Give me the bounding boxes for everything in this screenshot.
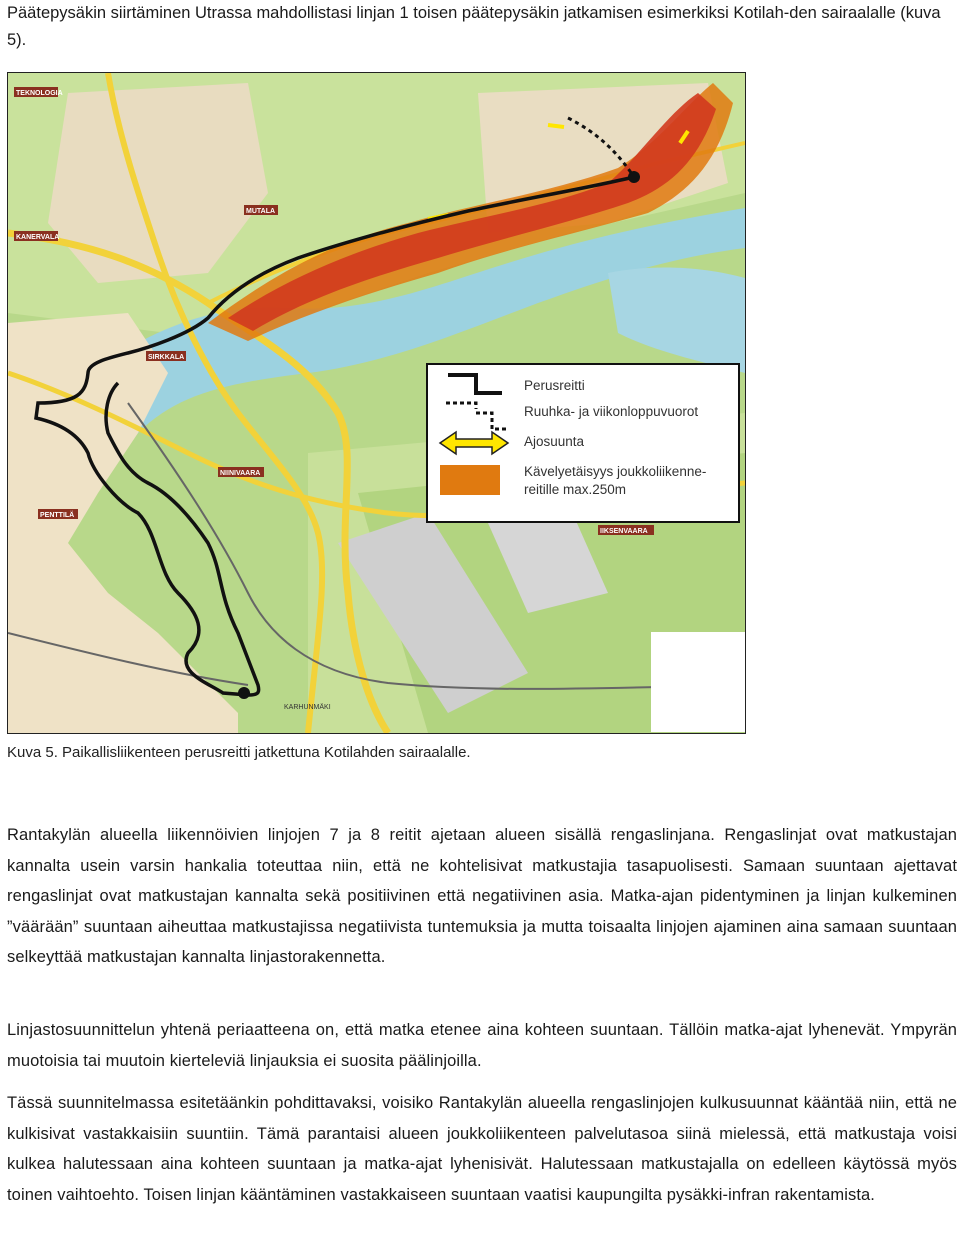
legend-symbols <box>436 369 516 499</box>
paragraph-1: Rantakylän alueella liikennöivien linjojen 7 ja 8 reitit ajetaan alueen sisällä rengaslinjana. Rengaslinjat ovat matkustajan kannalta usein varsin hankalia toteuttaa niin, että ne kohtelisivat matkustajia tasapuolisesti. Samaan suuntaan ajettavat rengaslinjat ovat matkustajan kannalta sekä positiivinen että negatiivinen asia. Matka-ajan pidentyminen ja linjan kulkeminen ”väärään” suuntaan aiheuttaa matkustajissa negatiivista tuntemuksia ja mutta toisaalta linjojen ajaminen aina samaan suuntaan selkeyttää matkustajan kannalta linjastorakennetta. <box>7 826 957 966</box>
place-label: TEKNOLOGIA <box>16 90 63 97</box>
legend-rush-route: Ruuhka- ja viikonloppuvuorot <box>524 404 699 419</box>
legend-direction: Ajosuunta <box>524 434 585 449</box>
place-label: KARHUNMÄKI <box>284 704 331 711</box>
paragraph-2: Linjastosuunnittelun yhtenä periaatteena on, että matka etenee aina kohteen suuntaan. Tällöin matka-ajat lyhenevät. Ympyrän muotoisia tai muutoin kierteleviä linjauksia ei suosita päälinjoilla. <box>7 1021 957 1070</box>
place-label: MUTALA <box>246 208 276 215</box>
route-startpoint <box>238 687 250 699</box>
rush-route-icon <box>446 403 508 429</box>
double-arrow-icon <box>440 432 508 454</box>
intro-text: Päätepysäkin siirtäminen Utrassa mahdollistasi linjan 1 toisen päätepysäkin jatkamisen esimerkiksi Kotilah-den sairaalalle (kuva 5). <box>7 4 941 49</box>
route-endpoint <box>628 171 640 183</box>
legend-walk-2: reitille max.250m <box>524 482 627 497</box>
figure-caption: Kuva 5. Paikallisliikenteen perusreitti jatkettuna Kotilahden sairaalalle. <box>7 744 471 761</box>
place-label: KANERVALA <box>16 234 60 241</box>
map-corner-cutout <box>651 632 745 732</box>
place-label: SIRKKALA <box>148 354 185 361</box>
place-label: IIKSENVAARA <box>600 528 648 535</box>
map-legend <box>426 363 740 523</box>
paragraph-3: Tässä suunnitelmassa esitetäänkin pohdittavaksi, voisiko Rantakylän alueella rengaslinjojen kulkusuunnat kääntää niin, että ne kulkisivat vastakkaisiin suuntiin. Tämä parantaisi alueen joukkoliikenteen palvelutasoa siinä mielessä, että matkustaja voisi kulkea halutessaan aina kohteen suuntaan ja matka-ajat lyhenisivät. Halutessaan matkustajalla on edelleen käytössä myös toinen vaihtoehto. Toisen linjan kääntäminen vastakkaiseen suuntaan vaatisi kaupungilta pysäkki-infran rakentamista. <box>7 1094 957 1204</box>
legend-walk-1: Kävelyetäisyys joukkoliikenne- <box>524 464 707 479</box>
walk-zone-swatch <box>440 465 500 495</box>
place-label: PENTTILÄ <box>40 512 75 519</box>
route-map <box>7 72 746 734</box>
legend-base-route: Perusreitti <box>524 378 585 393</box>
place-label: NIINIVAARA <box>220 470 261 477</box>
base-route-icon <box>448 375 502 393</box>
